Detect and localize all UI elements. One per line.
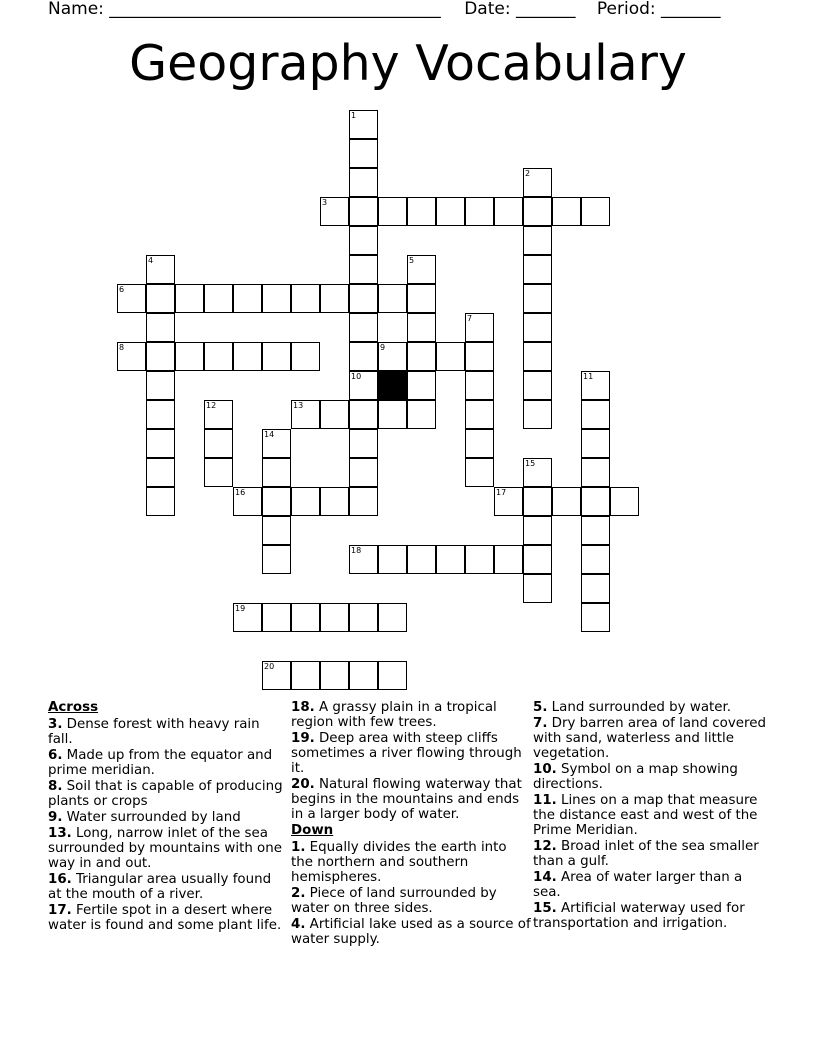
grid-cell[interactable] — [291, 284, 320, 313]
grid-cell[interactable] — [146, 400, 175, 429]
grid-cell[interactable] — [204, 284, 233, 313]
clue-column-1 — [48, 700, 288, 934]
grid-cell[interactable] — [465, 197, 494, 226]
grid-cell[interactable] — [349, 313, 378, 342]
grid-cell[interactable] — [233, 487, 262, 516]
clue-number: 17 — [496, 488, 507, 497]
grid-cell[interactable] — [146, 313, 175, 342]
clue-column-2 — [291, 700, 531, 948]
clue-number: 11 — [583, 372, 594, 381]
clue-down-11: 11. Lines on a map that measure the distance east and west of the Prime Meridian. — [533, 793, 758, 838]
clue-across-6: 6. Made up from the equator and prime meridian. — [48, 748, 273, 778]
grid-cell[interactable] — [262, 458, 291, 487]
grid-cell[interactable] — [523, 458, 552, 487]
grid-cell[interactable] — [349, 603, 378, 632]
grid-cell[interactable] — [291, 400, 320, 429]
grid-cell[interactable] — [523, 545, 552, 574]
clue-across-17: 17. Fertile spot in a desert where water is found and some plant life. — [48, 903, 282, 933]
clue-number: 15 — [525, 459, 536, 468]
grid-cell[interactable] — [320, 661, 349, 690]
clue-number: 5 — [409, 256, 415, 265]
grid-cell[interactable] — [320, 603, 349, 632]
grid-cell[interactable] — [552, 487, 581, 516]
grid-cell[interactable] — [262, 661, 291, 690]
grid-cell[interactable] — [349, 168, 378, 197]
clue-number: 10 — [351, 372, 362, 381]
grid-cell[interactable] — [407, 545, 436, 574]
grid-cell[interactable] — [494, 545, 523, 574]
grid-cell[interactable] — [378, 661, 407, 690]
grid-cell[interactable] — [581, 429, 610, 458]
grid-cell[interactable] — [436, 197, 465, 226]
grid-cell[interactable] — [262, 342, 291, 371]
clue-across-13: 13. Long, narrow inlet of the sea surrounded by mountains with one way in and out. — [48, 826, 282, 871]
grid-cell[interactable] — [204, 342, 233, 371]
clue-number: 13 — [293, 401, 304, 410]
clue-number: 7 — [467, 314, 473, 323]
grid-cell[interactable] — [349, 342, 378, 371]
grid-cell[interactable] — [523, 487, 552, 516]
grid-cell[interactable] — [407, 371, 436, 400]
period-field[interactable]: Period: _______ — [596, 0, 721, 19]
clue-down-5: 5. Land surrounded by water. — [533, 700, 732, 715]
grid-cell[interactable] — [320, 487, 349, 516]
grid-cell[interactable] — [407, 342, 436, 371]
grid-cell[interactable] — [349, 661, 378, 690]
grid-cell[interactable] — [465, 429, 494, 458]
clue-across-8: 8. Soil that is capable of producing plants or crops — [48, 779, 283, 809]
grid-cell[interactable] — [407, 197, 436, 226]
grid-cell[interactable] — [581, 371, 610, 400]
grid-cell[interactable] — [581, 197, 610, 226]
grid-cell[interactable] — [581, 458, 610, 487]
grid-cell[interactable] — [204, 458, 233, 487]
grid-cell[interactable] — [349, 458, 378, 487]
across-heading: Across — [48, 700, 99, 715]
clue-number: 8 — [119, 343, 125, 352]
grid-cell[interactable] — [146, 487, 175, 516]
clue-number: 4 — [148, 256, 154, 265]
grid-cell[interactable] — [436, 545, 465, 574]
grid-cell[interactable] — [523, 284, 552, 313]
grid-cell[interactable] — [262, 516, 291, 545]
clue-number: 20 — [264, 662, 275, 671]
grid-cell[interactable] — [349, 400, 378, 429]
clue-down-12: 12. Broad inlet of the sea smaller than a gulf. — [533, 839, 759, 869]
clue-across-19: 19. Deep area with steep cliffs sometimes a river flowing through it. — [291, 731, 522, 776]
grid-cell[interactable] — [523, 574, 552, 603]
grid-cell[interactable] — [349, 197, 378, 226]
clue-number: 6 — [119, 285, 125, 294]
grid-cell[interactable] — [233, 603, 262, 632]
grid-cell[interactable] — [407, 284, 436, 313]
grid-cell[interactable] — [523, 313, 552, 342]
clue-down-7: 7. Dry barren area of land covered with sand, waterless and little vegetation. — [533, 716, 766, 761]
grid-cell[interactable] — [523, 168, 552, 197]
grid-cell[interactable] — [233, 342, 262, 371]
grid-cell[interactable] — [465, 400, 494, 429]
grid-cell[interactable] — [291, 661, 320, 690]
grid-cell[interactable] — [407, 255, 436, 284]
clue-down-14: 14. Area of water larger than a sea. — [533, 870, 743, 900]
clue-number: 16 — [235, 488, 246, 497]
grid-cell[interactable] — [523, 255, 552, 284]
grid-cell[interactable] — [407, 313, 436, 342]
down-heading: Down — [291, 823, 334, 838]
grid-cell[interactable] — [378, 545, 407, 574]
grid-cell[interactable] — [523, 400, 552, 429]
grid-cell[interactable] — [175, 284, 204, 313]
grid-cell[interactable] — [291, 603, 320, 632]
grid-cell[interactable] — [349, 487, 378, 516]
clue-column-3 — [533, 700, 773, 932]
clue-across-3: 3. Dense forest with heavy rain fall. — [48, 717, 260, 747]
grid-cell[interactable] — [262, 429, 291, 458]
grid-cell[interactable] — [262, 284, 291, 313]
grid-cell[interactable] — [117, 284, 146, 313]
clue-across-9: 9. Water surrounded by land — [48, 810, 241, 825]
grid-cell[interactable] — [175, 342, 204, 371]
grid-cell[interactable] — [523, 226, 552, 255]
grid-cell[interactable] — [378, 284, 407, 313]
grid-cell[interactable] — [320, 284, 349, 313]
clue-number: 1 — [351, 111, 357, 120]
grid-cell[interactable] — [204, 429, 233, 458]
name-field[interactable]: Name: _______________________________________ — [48, 0, 441, 19]
grid-cell[interactable] — [349, 429, 378, 458]
grid-cell[interactable] — [146, 429, 175, 458]
grid-cell[interactable] — [146, 371, 175, 400]
grid-cell[interactable] — [581, 603, 610, 632]
grid-cell[interactable] — [581, 487, 610, 516]
grid-cell[interactable] — [146, 255, 175, 284]
grid-cell[interactable] — [436, 342, 465, 371]
grid-cell[interactable] — [465, 458, 494, 487]
grid-cell[interactable] — [349, 545, 378, 574]
grid-cell[interactable] — [465, 371, 494, 400]
grid-cell[interactable] — [523, 371, 552, 400]
grid-cell[interactable] — [494, 197, 523, 226]
clue-number: 2 — [525, 169, 531, 178]
date-field[interactable]: Date: _______ — [464, 0, 576, 19]
clue-number: 12 — [206, 401, 217, 410]
grid-cell[interactable] — [465, 545, 494, 574]
grid-cell[interactable] — [262, 603, 291, 632]
grid-cell[interactable] — [581, 516, 610, 545]
clue-down-4: 4. Artificial lake used as a source of water supply. — [291, 917, 531, 947]
grid-cell[interactable] — [146, 342, 175, 371]
clue-number: 19 — [235, 604, 246, 613]
grid-cell[interactable] — [349, 110, 378, 139]
clue-number: 14 — [264, 430, 275, 439]
grid-cell[interactable] — [349, 226, 378, 255]
clue-across-18: 18. A grassy plain in a tropical region with few trees. — [291, 700, 497, 730]
grid-cell[interactable] — [146, 284, 175, 313]
clue-down-1: 1. Equally divides the earth into the northern and southern hemispheres. — [291, 840, 507, 885]
grid-cell[interactable] — [117, 342, 146, 371]
clue-down-10: 10. Symbol on a map showing directions. — [533, 762, 738, 792]
clue-across-20: 20. Natural flowing waterway that begins in the mountains and ends in a larger body of water. — [291, 777, 522, 822]
grid-cell[interactable] — [378, 400, 407, 429]
grid-cell[interactable] — [581, 574, 610, 603]
grid-cell[interactable] — [523, 342, 552, 371]
grid-cell[interactable] — [378, 342, 407, 371]
grid-cell[interactable] — [349, 139, 378, 168]
clue-number: 9 — [380, 343, 386, 352]
grid-cell[interactable] — [262, 487, 291, 516]
clue-number: 18 — [351, 546, 362, 555]
grid-cell[interactable] — [494, 487, 523, 516]
grid-cell[interactable] — [378, 603, 407, 632]
clue-down-15: 15. Artificial waterway used for transportation and irrigation. — [533, 901, 745, 931]
grid-cell[interactable] — [204, 400, 233, 429]
grid-cell[interactable] — [291, 342, 320, 371]
grid-cell[interactable] — [523, 516, 552, 545]
grid-cell[interactable] — [552, 197, 581, 226]
grid-cell[interactable] — [146, 458, 175, 487]
grid-cell[interactable] — [407, 400, 436, 429]
grid-cell[interactable] — [291, 487, 320, 516]
grid-cell[interactable] — [523, 197, 552, 226]
clue-down-2: 2. Piece of land surrounded by water on three sides. — [291, 886, 497, 916]
grid-cell[interactable] — [262, 545, 291, 574]
grid-cell[interactable] — [610, 487, 639, 516]
grid-cell[interactable] — [349, 371, 378, 400]
clue-across-16: 16. Triangular area usually found at the mouth of a river. — [48, 872, 272, 902]
grid-cell[interactable] — [320, 400, 349, 429]
grid-cell[interactable] — [320, 197, 349, 226]
grid-cell[interactable] — [378, 197, 407, 226]
black-cell — [378, 371, 407, 400]
grid-cell[interactable] — [581, 400, 610, 429]
grid-cell[interactable] — [581, 545, 610, 574]
grid-cell[interactable] — [465, 342, 494, 371]
clue-number: 3 — [322, 198, 328, 207]
grid-cell[interactable] — [233, 284, 262, 313]
grid-cell[interactable] — [349, 284, 378, 313]
grid-cell[interactable] — [465, 313, 494, 342]
grid-cell[interactable] — [349, 255, 378, 284]
page-title: Geography Vocabulary — [129, 35, 687, 92]
